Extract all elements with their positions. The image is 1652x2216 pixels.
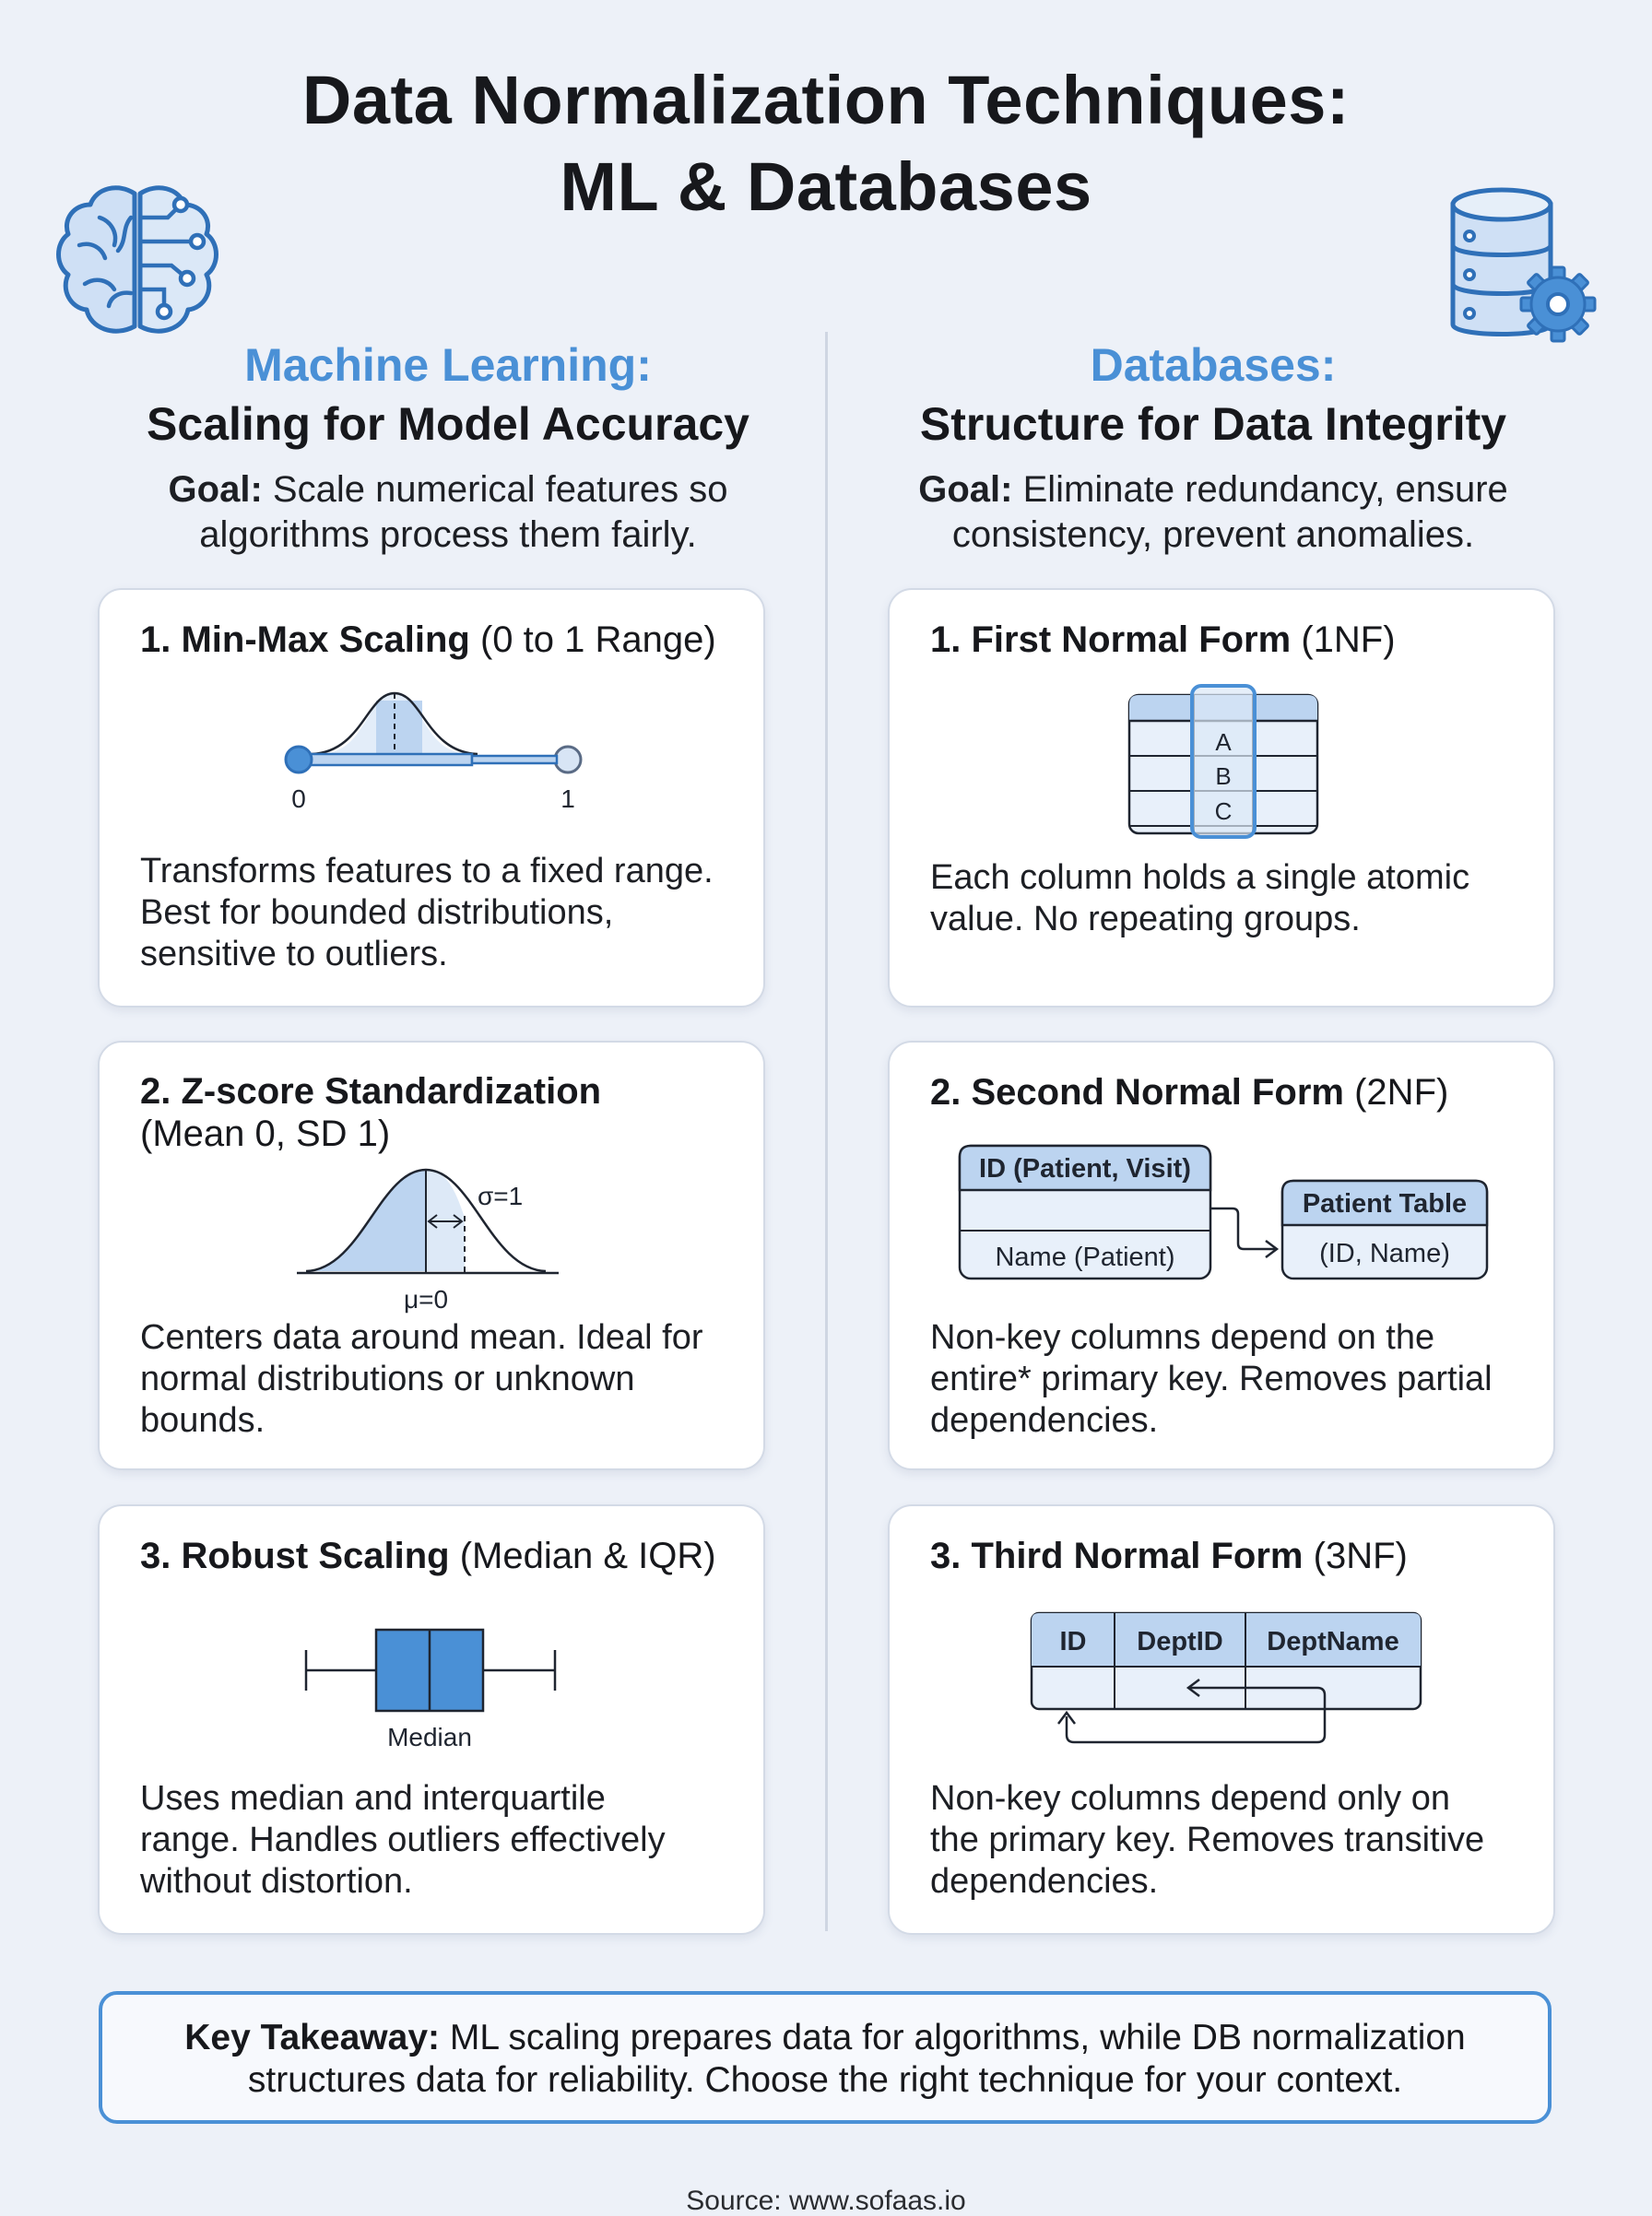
database-gear-icon [1449, 184, 1602, 348]
z-score-diagram [297, 1162, 573, 1319]
card-title-bold: 2. Z-score Standardization [140, 1071, 602, 1112]
column-divider [825, 332, 828, 1931]
takeaway-line-1: ML scaling prepares data for algorithms, while DB normalization [449, 2018, 1466, 2057]
card-description [930, 857, 1469, 940]
ml-goal [98, 467, 798, 558]
card-title-rest: (3NF) [1313, 1536, 1408, 1576]
desc-line: Uses median and interquartile [140, 1779, 606, 1818]
desc-line: dependencies. [930, 1401, 1159, 1440]
db-goal [854, 467, 1573, 558]
card-title [930, 1070, 1448, 1114]
db-card-3nf [888, 1504, 1555, 1935]
db-heading-accent: Databases: [1090, 339, 1337, 391]
col-id: ID [1059, 1627, 1087, 1656]
page-title [0, 57, 1652, 230]
card-title-bold: 1. Min-Max Scaling [140, 619, 470, 660]
title-line-2: ML & Databases [560, 148, 1092, 225]
key-takeaway-box [99, 1991, 1552, 2124]
card-title-bold: 1. First Normal Form [930, 619, 1292, 660]
desc-line: the primary key. Removes transitive [930, 1821, 1485, 1859]
max-endpoint [555, 747, 581, 772]
3nf-table-diagram [1028, 1609, 1434, 1757]
card-title [140, 618, 716, 662]
card-title-rest: (2NF) [1354, 1072, 1449, 1113]
col-dept-name: DeptName [1267, 1627, 1399, 1656]
card-title-bold: 3. Third Normal Form [930, 1536, 1304, 1576]
partial-column-label: Name (Patient) [995, 1243, 1175, 1272]
card-title [140, 1534, 716, 1578]
card-description [140, 1778, 666, 1903]
desc-line: normal distributions or unknown [140, 1360, 635, 1398]
desc-line: Centers data around mean. Ideal for [140, 1318, 703, 1357]
median-label: Median [387, 1723, 472, 1751]
db-card-2nf [888, 1041, 1555, 1470]
source-credit: Source: www.sofaas.io [686, 2186, 966, 2216]
col-dept-id: DeptID [1137, 1627, 1223, 1656]
desc-line: Each column holds a single atomic [930, 858, 1470, 897]
card-title [930, 1534, 1408, 1578]
card-title-bold: 3. Robust Scaling [140, 1536, 450, 1576]
cell-b: B [1215, 762, 1232, 790]
mu-label: μ=0 [403, 1285, 449, 1314]
ml-goal-label: Goal: [168, 469, 263, 510]
ml-card-z-score [98, 1041, 765, 1470]
ml-goal-line-1: Scale numerical features so [272, 469, 728, 510]
min-max-diagram [266, 682, 597, 820]
1nf-table-diagram [1126, 682, 1323, 839]
box-plot-diagram [302, 1626, 560, 1755]
min-endpoint [286, 747, 312, 772]
takeaway-line-2: structures data for reliability. Choose the right technique for your context. [247, 2060, 1403, 2100]
desc-line: bounds. [140, 1401, 266, 1440]
composite-key-label: ID (Patient, Visit) [979, 1154, 1191, 1184]
card-title-rest: (Mean 0, SD 1) [140, 1114, 391, 1154]
db-goal-line-2: consistency, prevent anomalies. [951, 514, 1475, 555]
desc-line: Non-key columns depend on the [930, 1318, 1435, 1357]
patient-table-columns: (ID, Name) [1319, 1239, 1450, 1268]
card-description [140, 1317, 703, 1442]
desc-line: sensitive to outliers. [140, 935, 448, 973]
db-heading-sub: Structure for Data Integrity [919, 398, 1507, 450]
ml-card-min-max [98, 588, 765, 1008]
desc-line: entire* primary key. Removes partial [930, 1360, 1493, 1398]
title-line-1: Data Normalization Techniques: [301, 62, 1351, 138]
db-goal-line-1: Eliminate redundancy, ensure [1022, 469, 1508, 510]
card-description [930, 1778, 1484, 1903]
2nf-tables-diagram [956, 1142, 1500, 1290]
db-column-header [854, 336, 1573, 454]
card-title [140, 1070, 601, 1155]
card-description [930, 1317, 1493, 1442]
db-goal-label: Goal: [918, 469, 1013, 510]
desc-line: Non-key columns depend only on [930, 1779, 1451, 1818]
ml-column-header [98, 336, 798, 454]
ml-goal-line-2: algorithms process them fairly. [199, 514, 697, 555]
max-label: 1 [560, 784, 575, 813]
cell-a: A [1215, 728, 1232, 756]
card-title-rest: (0 to 1 Range) [479, 619, 716, 660]
cell-c: C [1214, 797, 1233, 825]
patient-table-title: Patient Table [1302, 1189, 1468, 1219]
brain-circuit-icon [53, 181, 221, 343]
ml-heading-accent: Machine Learning: [244, 339, 652, 391]
desc-line: value. No repeating groups. [930, 900, 1361, 938]
desc-line: dependencies. [930, 1862, 1159, 1901]
ml-card-robust [98, 1504, 765, 1935]
ml-heading-sub: Scaling for Model Accuracy [147, 398, 749, 450]
db-card-1nf [888, 588, 1555, 1008]
desc-line: range. Handles outliers effectively [140, 1821, 666, 1859]
min-label: 0 [291, 784, 306, 813]
desc-line: Transforms features to a fixed range. [140, 852, 714, 890]
card-title-bold: 2. Second Normal Form [930, 1072, 1344, 1113]
card-title [930, 618, 1396, 662]
takeaway-label: Key Takeaway: [184, 2018, 441, 2057]
desc-line: without distortion. [140, 1862, 413, 1901]
gear-icon [1521, 267, 1595, 341]
desc-line: Best for bounded distributions, [140, 893, 614, 932]
card-title-rest: (Median & IQR) [459, 1536, 716, 1576]
card-description [140, 851, 714, 975]
card-title-rest: (1NF) [1301, 619, 1396, 660]
sigma-label: σ=1 [478, 1182, 524, 1210]
